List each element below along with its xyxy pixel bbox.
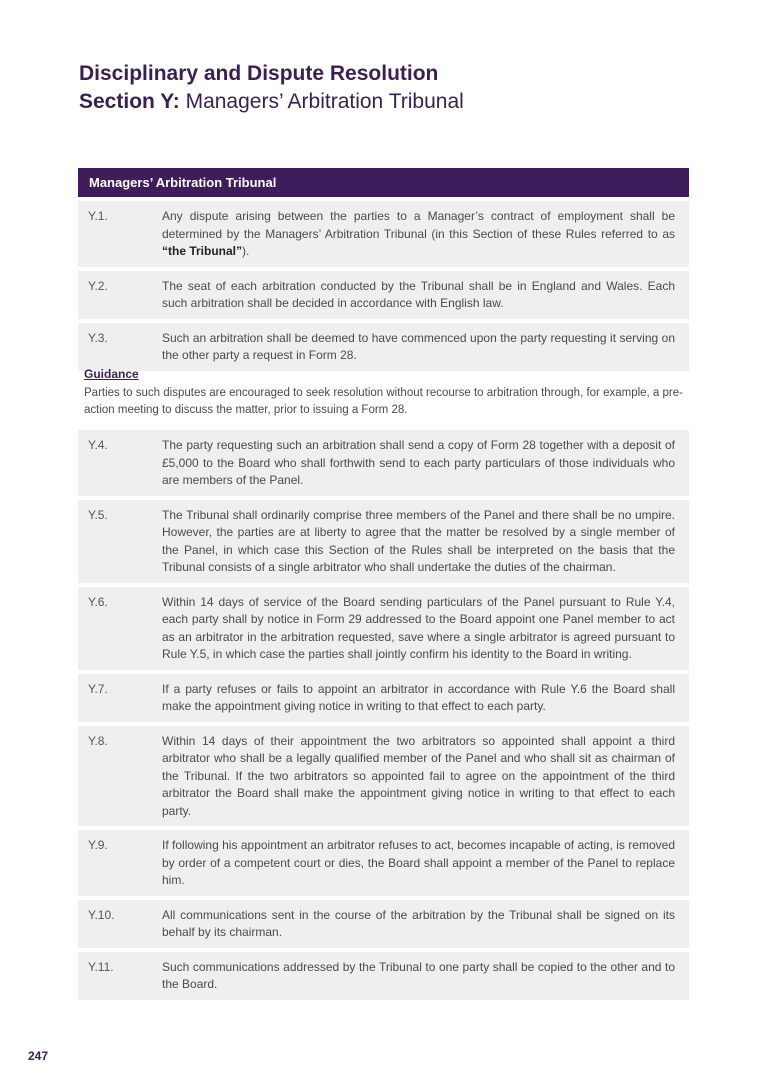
- page-title: Disciplinary and Dispute Resolution: [79, 62, 439, 85]
- section-name: Managers’ Arbitration Tribunal: [179, 90, 464, 113]
- guidance-title: Guidance: [84, 367, 139, 381]
- rule-text: The party requesting such an arbitration shall send a copy of Form 28 together with a deposit of £5,000 to the Board who shall forthwith send to each party particulars of those individuals who are members of the Panel.: [162, 438, 675, 487]
- rule-row: [78, 830, 689, 896]
- rule-row: [78, 201, 689, 267]
- rule-text: All communications sent in the course of the arbitration by the Tribunal shall be signed on its behalf by its chairman.: [162, 907, 675, 939]
- rule-number: Y.2.: [88, 278, 108, 293]
- defined-term: “the Tribunal”: [162, 244, 243, 258]
- rules-list-a: [78, 201, 689, 375]
- section-label: Section Y:: [79, 90, 180, 113]
- rule-text: Within 14 days of their appointment the two arbitrators so appointed shall appoint a third arbitrator who shall be a legally qualified member of the Panel and who shall sit as chairman of the Tribunal. If the two arbitrators so appointed fail to agree on the appointment of the third arbitrator the Board shall make the appointment giving notice in writing to that effect to each party.: [162, 733, 675, 818]
- rule-row: [78, 952, 689, 1000]
- section-title: [79, 87, 464, 117]
- rule-row: [78, 430, 689, 496]
- rule-text: Within 14 days of service of the Board sending particulars of the Panel pursuant to Rule Y.4, each party shall by notice in Form 29 addressed to the Board appoint one Panel member to act as an arbitrator in the arbitration requested, save where a single arbitrator is agreed pursuant to Rule Y.5, in which case the parties shall jointly confirm his identity to the Board in writing.: [162, 594, 675, 661]
- guidance-text: Parties to such disputes are encouraged to seek resolution without recourse to arbitration through, for example, a pre-action meeting to discuss the matter, prior to issuing a Form 28.: [84, 387, 683, 416]
- page-heading: [79, 60, 464, 117]
- rule-row: [78, 271, 689, 319]
- rule-number: Y.6.: [88, 594, 108, 609]
- rule-number: Y.10.: [88, 907, 115, 922]
- rule-row: [78, 587, 689, 670]
- table-header: Managers’ Arbitration Tribunal: [78, 168, 689, 197]
- rule-row: [78, 900, 689, 948]
- rule-text: If following his appointment an arbitrator refuses to act, becomes incapable of acting, is removed by order of a competent court or dies, the Board shall appoint a member of the Panel to replace him.: [162, 838, 675, 887]
- rule-text: The Tribunal shall ordinarily comprise three members of the Panel and there shall be no umpire. However, the parties are at liberty to agree that the matter be resolved by a single member of the Panel, in which case this Section of the Rules shall be interpreted on the basis that the Tribunal consists of a single arbitrator who shall undertake the duties of the chairman.: [162, 507, 675, 574]
- rule-row: [78, 726, 689, 827]
- guidance-box: [84, 366, 690, 419]
- rules-list-b: [78, 430, 689, 1004]
- rule-text: The seat of each arbitration conducted by the Tribunal shall be in England and Wales. Each such arbitration shall be decided in accordance with English law.: [162, 278, 675, 310]
- rule-number: Y.3.: [88, 330, 108, 345]
- rule-text: Such an arbitration shall be deemed to have commenced upon the party requesting it serving on the other party a request in Form 28.: [162, 330, 675, 362]
- rule-number: Y.4.: [88, 438, 108, 452]
- page-number: 247: [28, 1049, 49, 1063]
- rule-text: Such communications addressed by the Tribunal to one party shall be copied to the other and to the Board.: [162, 959, 675, 991]
- rule-row: [78, 674, 689, 722]
- rule-number: Y.11.: [88, 959, 114, 974]
- rule-number: Y.7.: [88, 681, 108, 696]
- rule-number: Y.9.: [88, 838, 108, 852]
- rule-number: Y.8.: [88, 733, 108, 748]
- rule-text: If a party refuses or fails to appoint an arbitrator in accordance with Rule Y.6 the Board shall make the appointment giving notice in writing to that effect to each party.: [162, 681, 675, 713]
- rule-row: [78, 500, 689, 583]
- rule-row: [78, 323, 689, 371]
- rule-number: Y.5.: [88, 507, 108, 522]
- rule-text: Any dispute arising between the parties to a Manager’s contract of employment shall be determined by the Managers’ Arbitration Tribunal (in this Section of these Rules referred to as “the Tribunal”).: [162, 209, 675, 258]
- rule-number: Y.1.: [88, 209, 108, 223]
